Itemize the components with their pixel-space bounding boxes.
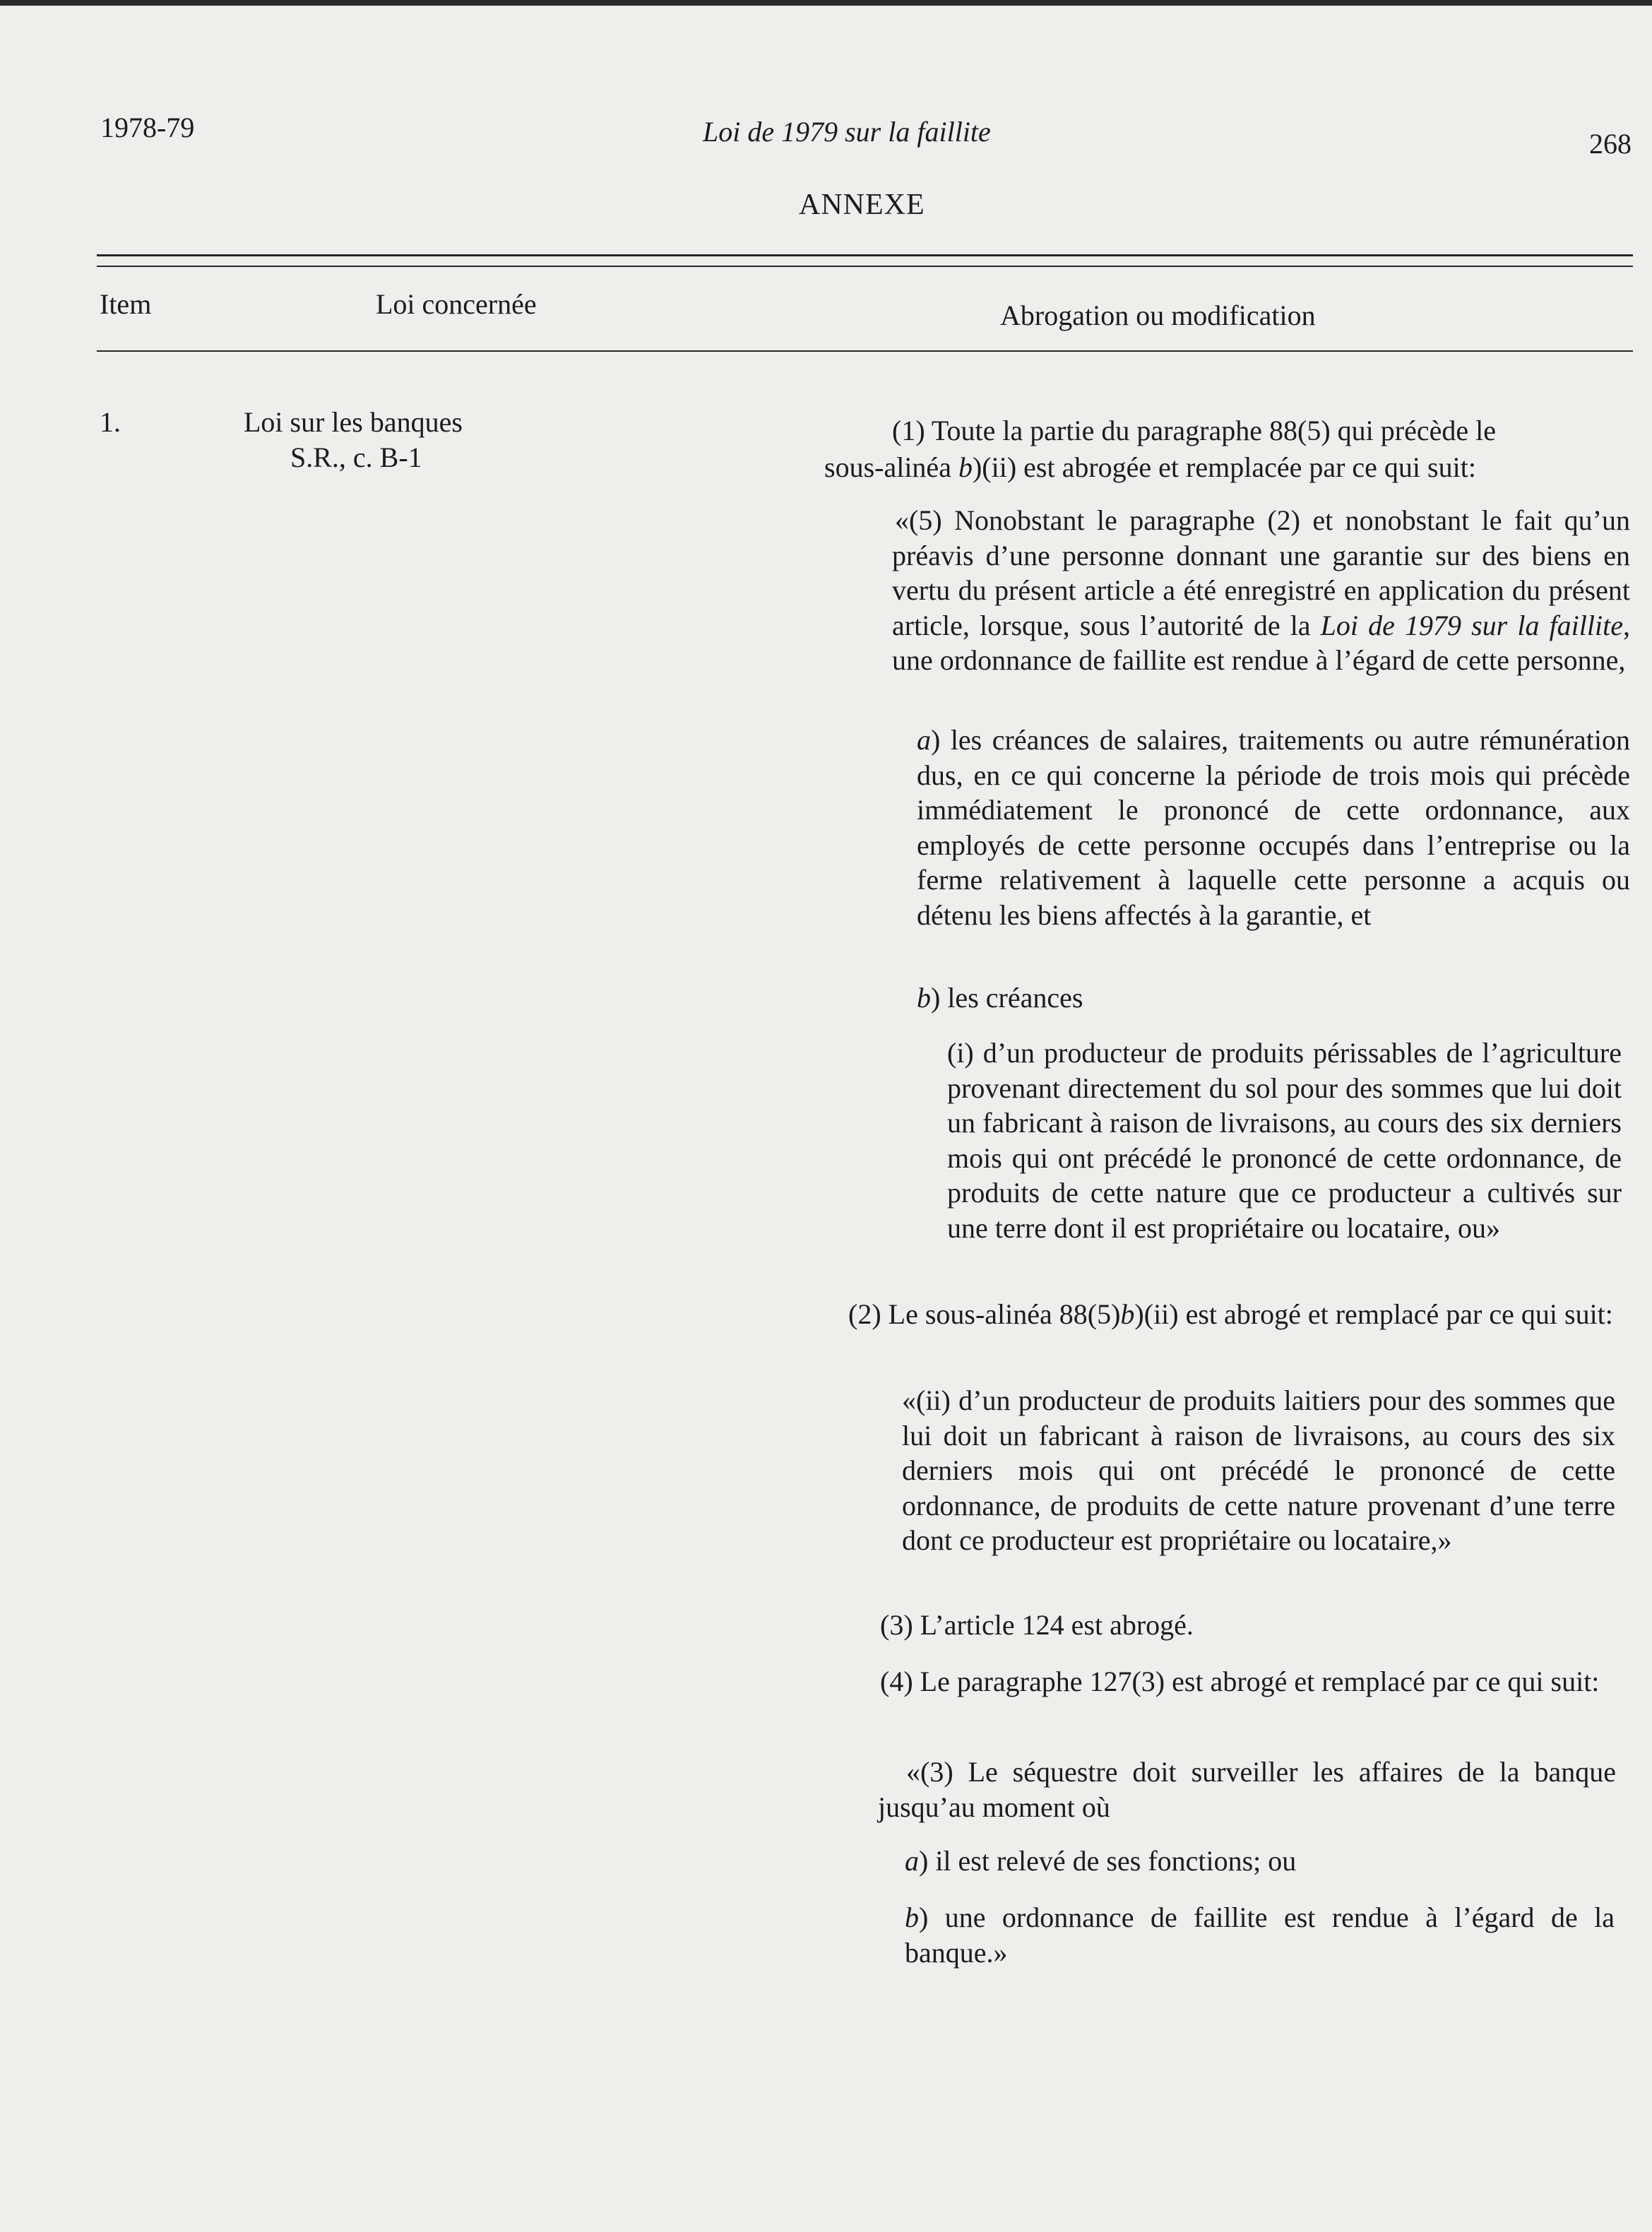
paragraph-2: (2) Le sous-alinéa 88(5)b)(ii) est abrogé et remplacé par ce qui suit: [848, 1298, 1613, 1330]
paragraph-1-line-a: (1) Toute la partie du paragraphe 88(5) qui précède le [892, 415, 1496, 446]
quoted-subclause-ii: «(ii) d’un producteur de produits laitiers pour des sommes que lui doit un fabricant à raison de livraisons, au cours des six derniers mois qui ont précédé le prononcé de cette ordonnance, de produits de cette nature provenant d’une terre dont ce producteur est propriétaire ou locataire,» [902, 1384, 1615, 1556]
quoted-clause-a: a) il est relevé de ses fonctions; ou [905, 1845, 1297, 1877]
header-title: Loi de 1979 sur la faillite [703, 116, 991, 148]
quoted-clause-b: b) une ordonnance de faillite est rendue à l’égard de la banque.» [905, 1901, 1615, 1969]
entry-law-name: Loi sur les banques [244, 406, 463, 438]
clause-b: b) les créances [917, 982, 1083, 1014]
paragraph-4: (4) Le paragraphe 127(3) est abrogé et remplacé par ce qui suit: [880, 1666, 1600, 1697]
top-rule-2 [97, 266, 1633, 267]
section-title: ANNEXE [799, 189, 925, 221]
quoted-subsection-3: «(3) Le séquestre doit surveiller les affaires de la banque jusqu’au moment où [878, 1756, 1616, 1823]
column-header-item: Item [100, 288, 152, 320]
entry-number: 1. [100, 406, 121, 438]
entry-law-ref: S.R., c. B-1 [290, 441, 422, 473]
top-rule-1 [97, 254, 1633, 256]
header-rule [97, 350, 1633, 352]
quoted-subsection-5: «(5) Nonobstant le paragraphe (2) et nonobstant le fait qu’un préavis d’une personne donnant une garantie sur des biens en vertu du présent article a été enregistré en application du présent article, lorsque, sous l’autorité de la Loi de 1979 sur la faillite, une ordonnance de faillite est rendue à l’égard de cette personne, [892, 504, 1630, 676]
clause-a: a) les créances de salaires, traitements ou autre rémunération dus, en ce qui concerne la période de trois mois qui précède immédiatement le prononcé de cette ordonnance, aux employés de cette personne occupés dans l’entreprise ou la ferme relativement à laquelle cette personne a acquis ou détenu les biens affectés à la garantie, et [917, 724, 1630, 931]
paragraph-1-line-b: sous-alinéa b)(ii) est abrogée et remplacée par ce qui suit: [824, 451, 1476, 483]
header-year: 1978-79 [100, 112, 195, 143]
paragraph-1 [824, 413, 1633, 449]
page-number: 268 [1589, 128, 1632, 160]
paragraph-3: (3) L’article 124 est abrogé. [880, 1609, 1194, 1641]
subclause-i: (i) d’un producteur de produits périssables de l’agriculture provenant directement du sol pour des sommes que lui doit un fabricant à raison de livraisons, au cours des six derniers mois qui ont précédé le prononcé de cette ordonnance, de produits de cette nature que ce producteur a cultivés sur une terre dont il est propriétaire ou locataire, ou» [947, 1037, 1622, 1244]
column-header-law: Loi concernée [376, 288, 537, 320]
column-header-change: Abrogation ou modification [1000, 299, 1316, 331]
